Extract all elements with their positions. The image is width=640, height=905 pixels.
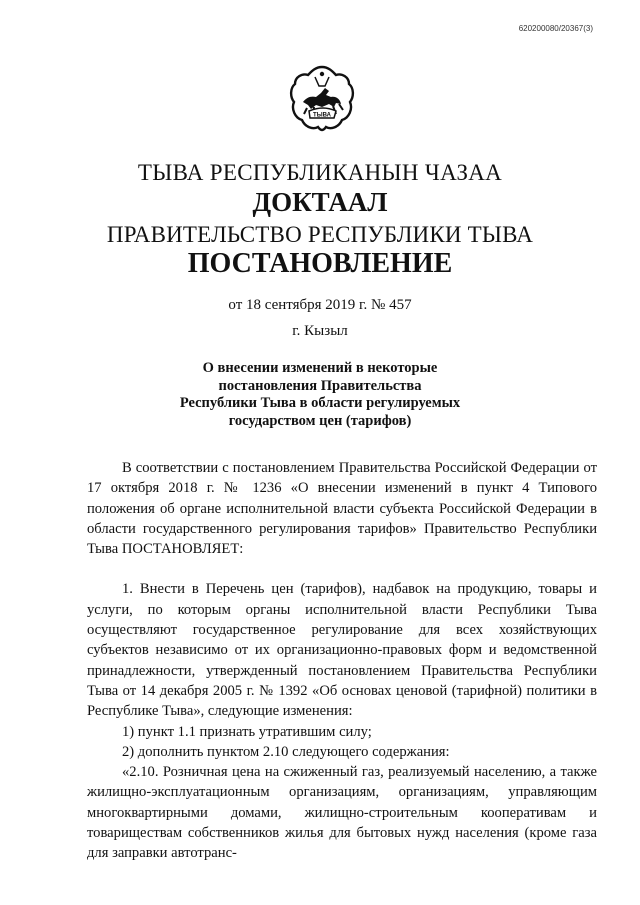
body-paragraph-subitem-1: 1) пункт 1.1 признать утратившим силу; [122,723,372,740]
body-paragraph-subitem-2: 2) дополнить пунктом 2.10 следующего содержания: [122,743,450,760]
svg-text:ТЫВА: ТЫВА [313,112,331,119]
resolution-body [87,458,597,864]
subject-line: государством цен (тарифов) [228,412,412,429]
body-paragraph-item-2-10: «2.10. Розничная цена на сжиженный газ, реализуемый населению, а также жилищно-эксплуатационным организациям, организациям, управляющим многоквартирными домами, жилищно-строительным кооперативам и товариществам собственников жилья для бытовых нужд населения (кроме газа для заправки автотранс- [87,764,597,862]
tyva-emblem-icon [289,64,355,134]
document-id: 620200080/20367(3) [518,24,593,33]
subject-line: Республики Тыва в области регулируемых [179,395,461,411]
header-government: ПРАВИТЕЛЬСТВО РЕСПУБЛИКИ ТЫВА [106,222,534,247]
resolution-date: от 18 сентября 2019 г. № 457 [228,297,412,313]
resolution-subject [0,360,640,430]
resolution-city: г. Кызыл [292,323,348,339]
subject-line: О внесении изменений в некоторые [202,360,438,376]
header-tyva-government: ТЫВА РЕСПУБЛИКАНЫН ЧАЗАА [137,160,503,185]
body-paragraph-preamble: В соответствии с постановлением Правительства Российской Федерации от 17 октября 2018 г. № 1236 «О внесении изменений в пункт 4 Типового положения об органе исполнительной власти субъекта Российской Федерации в области государственного регулирования тарифов» Правительство Республики Тыва ПОСТАНОВЛЯЕТ: [87,460,597,558]
header-resolution: ПОСТАНОВЛЕНИЕ [187,248,453,279]
subject-line: постановления Правительства [218,377,422,394]
body-paragraph-item-1: 1. Внести в Перечень цен (тарифов), надбавок на продукцию, товары и услуги, по которым органы исполнительной власти Республики Тыва осуществляют государственное регулирование для всех хозяйствующих субъектов независимо от их организационно-правовых форм и ведомственной принадлежности, утвержденный постановлением Правительства Республики Тыва от 14 декабря 2005 г. № 1392 «Об основах ценовой (тарифной) политики в Республике Тыва», следующие изменения: [87,581,597,720]
header-doktaal: ДОКТААЛ [252,187,388,217]
